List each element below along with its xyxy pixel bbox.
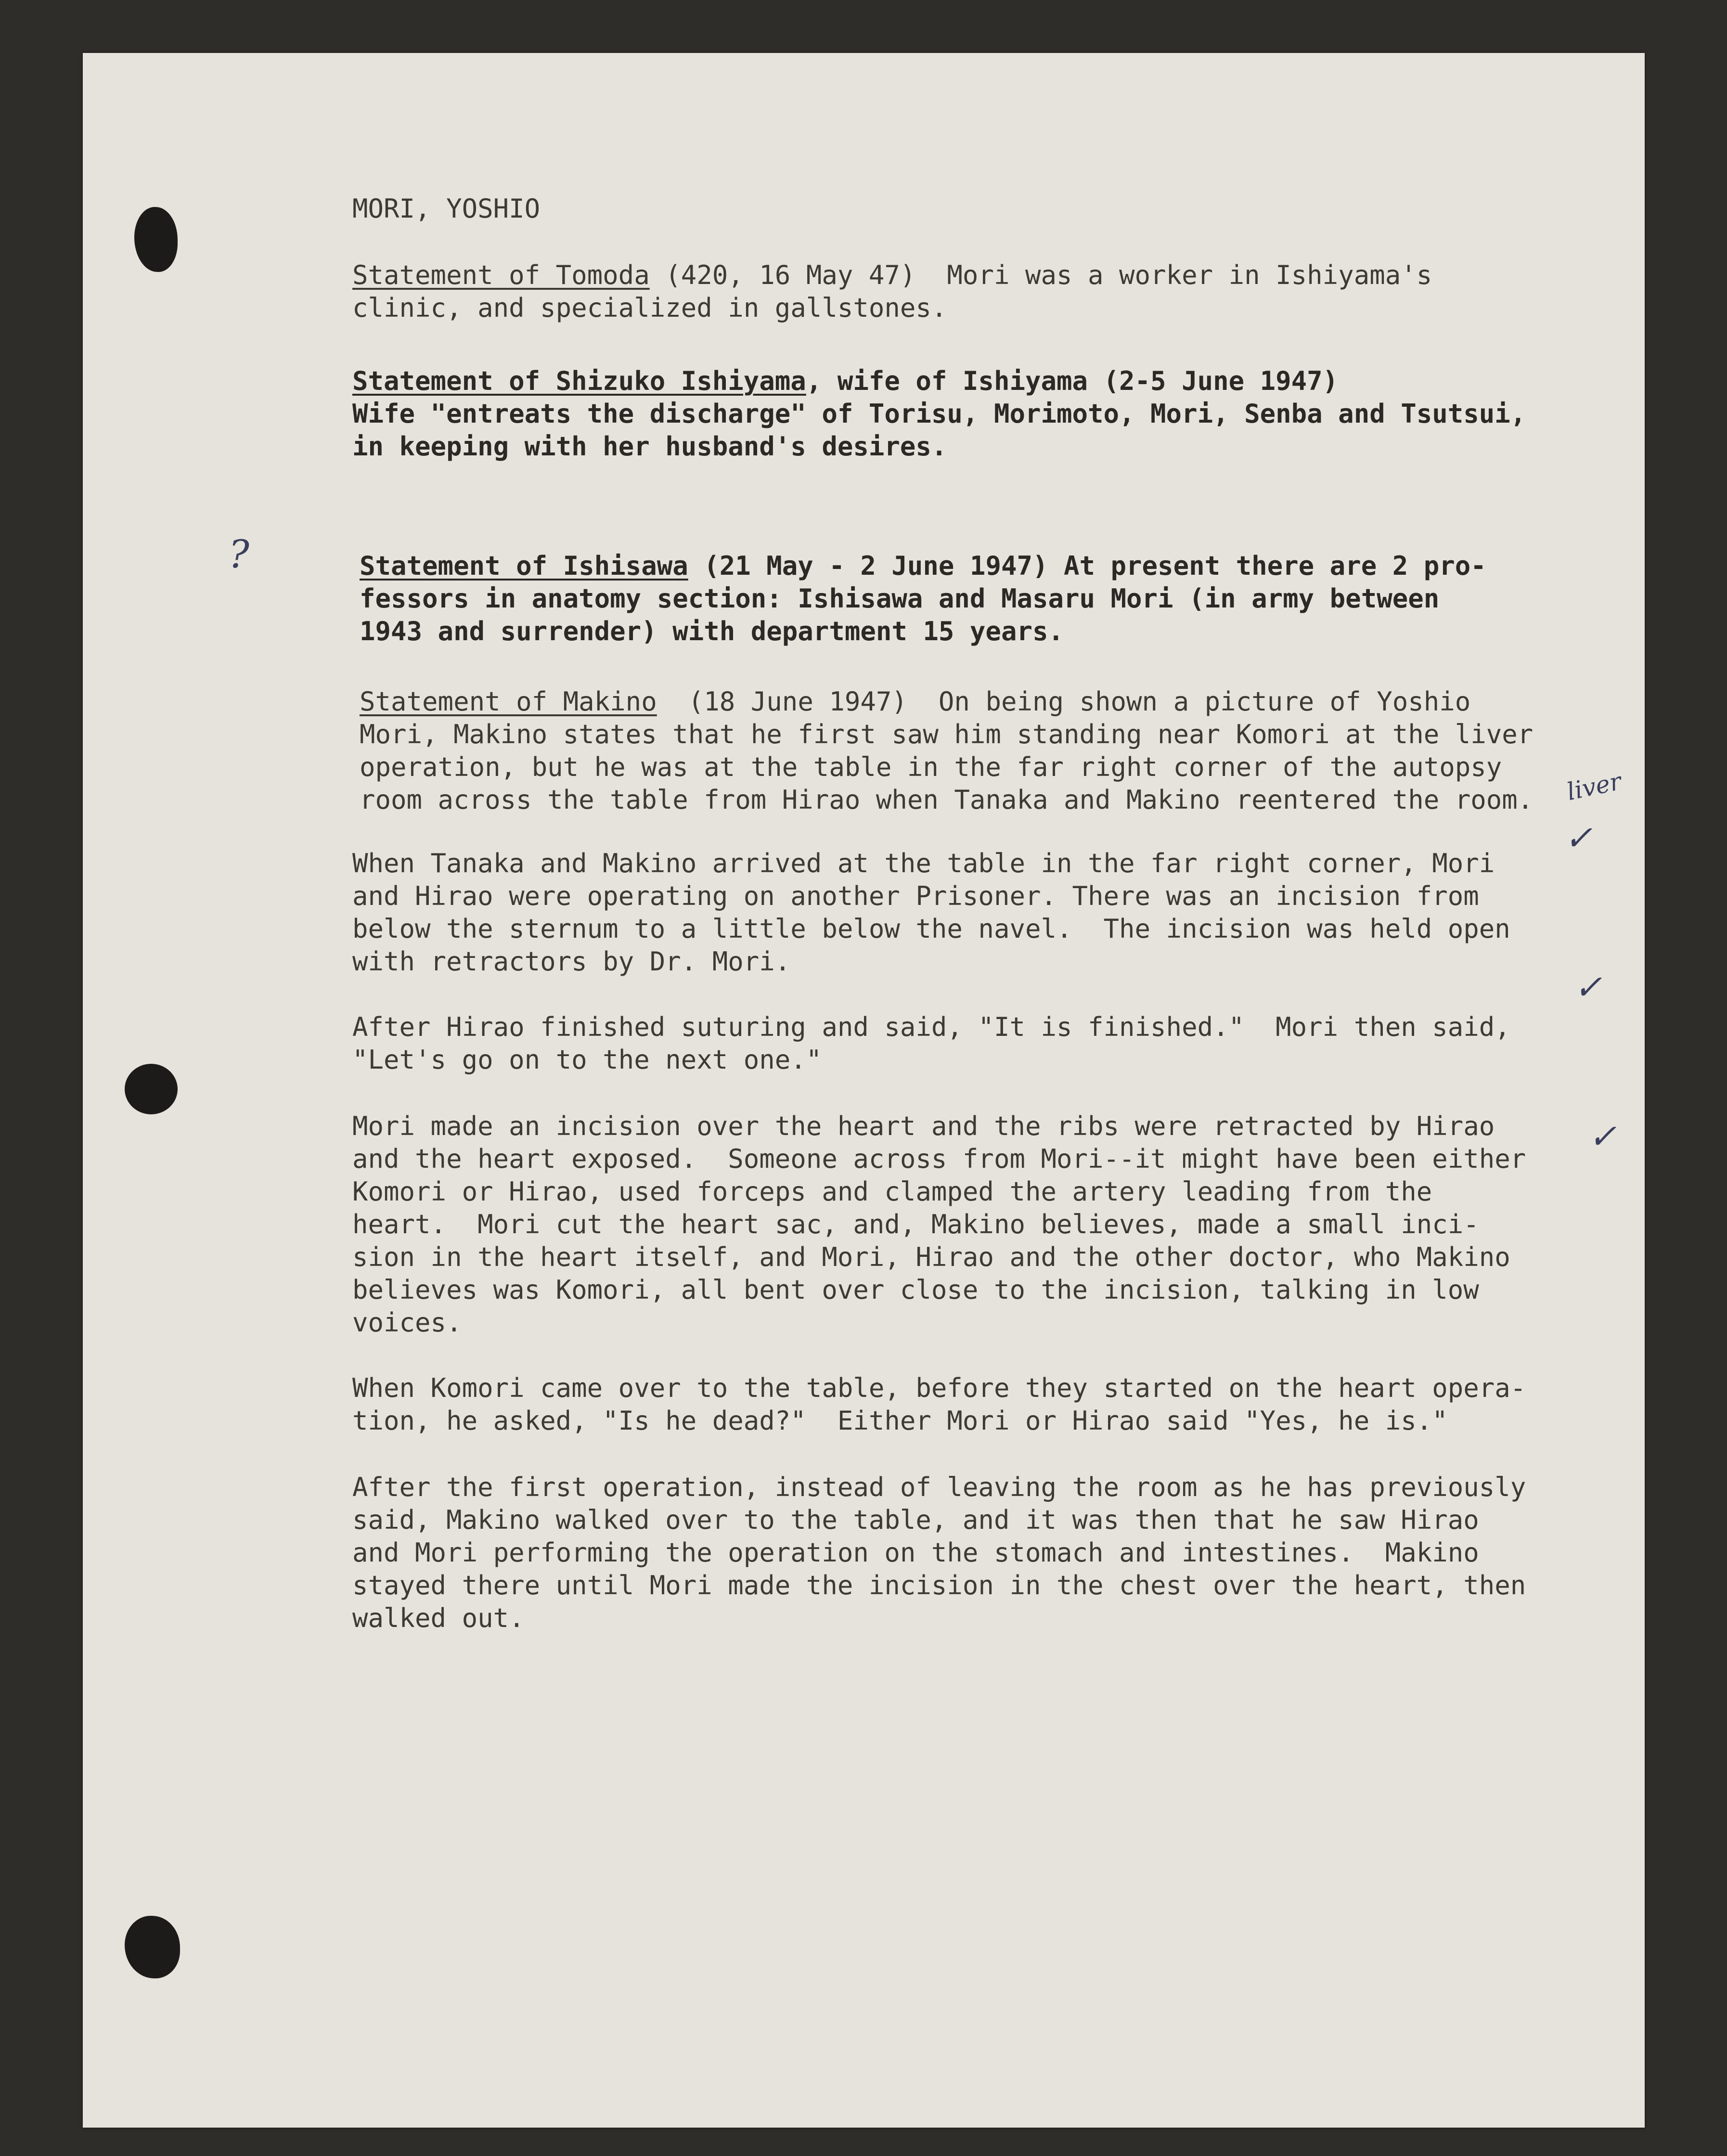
paragraph-line: After Hirao finished suturing and said, "It is finished." Mori then said,: [352, 1012, 1510, 1042]
paragraph-line: heart. Mori cut the heart sac, and, Makino believes, made a small inci-: [352, 1209, 1479, 1239]
handwritten-check-icon: ✓: [1574, 968, 1602, 1007]
paragraph-line: When Komori came over to the table, before they started on the heart opera-: [352, 1373, 1526, 1403]
document-page: [83, 53, 1645, 2128]
paragraph-line: and Mori performing the operation on the stomach and intestines. Makino: [352, 1537, 1479, 1568]
punch-hole: [125, 1916, 180, 1978]
paragraph-line: Mori, Makino states that he first saw him standing near Komori at the liver: [360, 719, 1534, 749]
paragraph-line: clinic, and specialized in gallstones.: [352, 293, 947, 323]
paragraph-line: stayed there until Mori made the incision in the chest over the heart, then: [352, 1570, 1526, 1601]
document-header: MORI, YOSHIO: [352, 194, 541, 224]
paragraph-line: Komori or Hirao, used forceps and clamped the artery leading from the: [352, 1176, 1432, 1207]
paragraph-line: Mori made an incision over the heart and the ribs were retracted by Hirao: [352, 1111, 1495, 1141]
paragraph-line: with retractors by Dr. Mori.: [352, 946, 791, 977]
paragraph-line: When Tanaka and Makino arrived at the table in the far right corner, Mori: [352, 848, 1495, 878]
paragraph-text: (18 June 1947) On being shown a picture of Yoshio: [657, 686, 1471, 717]
paragraph-line: and Hirao were operating on another Prisoner. There was an incision from: [352, 881, 1479, 911]
paragraph-line: [352, 259, 1432, 292]
paragraph-line: operation, but he was at the table in the far right corner of the autopsy: [360, 752, 1502, 782]
paragraph-line: believes was Komori, all bent over close to the incision, talking in low: [352, 1275, 1479, 1305]
handwritten-question-mark: ?: [229, 532, 249, 577]
handwritten-check-icon: ✓: [1588, 1117, 1617, 1156]
paragraph-line: voices.: [352, 1307, 462, 1338]
punch-hole: [125, 1064, 178, 1114]
statement-heading: Statement of Makino: [360, 686, 657, 717]
punch-hole: [134, 207, 178, 272]
paragraph-line: [360, 550, 1486, 582]
paragraph-line: room across the table from Hirao when Tanaka and Makino reentered the room.: [360, 785, 1534, 815]
statement-heading: Statement of Shizuko Ishiyama: [352, 366, 806, 396]
paragraph-text: (21 May - 2 June 1947) At present there are 2 pro-: [688, 551, 1486, 581]
paragraph-line: Wife "entreats the discharge" of Torisu, Morimoto, Mori, Senba and Tsutsui,: [352, 399, 1526, 429]
handwritten-check-icon: ✓: [1564, 818, 1593, 858]
paragraph-line: sion in the heart itself, and Mori, Hirao and the other doctor, who Makino: [352, 1242, 1510, 1272]
paragraph-line: below the sternum to a little below the navel. The incision was held open: [352, 914, 1510, 944]
paragraph-line: [360, 685, 1470, 718]
statement-heading: Statement of Tomoda: [352, 260, 650, 290]
paragraph-line: fessors in anatomy section: Ishisawa and Masaru Mori (in army between: [360, 583, 1440, 614]
paragraph-line: walked out.: [352, 1603, 525, 1633]
paragraph-line: [352, 365, 1338, 398]
paragraph-line: tion, he asked, "Is he dead?" Either Mori or Hirao said "Yes, he is.": [352, 1406, 1448, 1436]
paragraph-line: and the heart exposed. Someone across from Mori--it might have been either: [352, 1144, 1526, 1174]
paragraph-line: 1943 and surrender) with department 15 years.: [360, 616, 1064, 646]
paragraph-line: "Let's go on to the next one.": [352, 1045, 822, 1075]
handwritten-liver-note: liver: [1564, 767, 1624, 806]
statement-heading: Statement of Ishisawa: [360, 551, 688, 581]
paragraph-line: After the first operation, instead of leaving the room as he has previously: [352, 1472, 1526, 1502]
paragraph-text: , wife of Ishiyama (2-5 June 1947): [806, 366, 1339, 396]
paragraph-line: said, Makino walked over to the table, and it was then that he saw Hirao: [352, 1505, 1479, 1535]
paragraph-text: (420, 16 May 47) Mori was a worker in Ishiyama's: [649, 260, 1432, 290]
paragraph-line: in keeping with her husband's desires.: [352, 431, 947, 462]
